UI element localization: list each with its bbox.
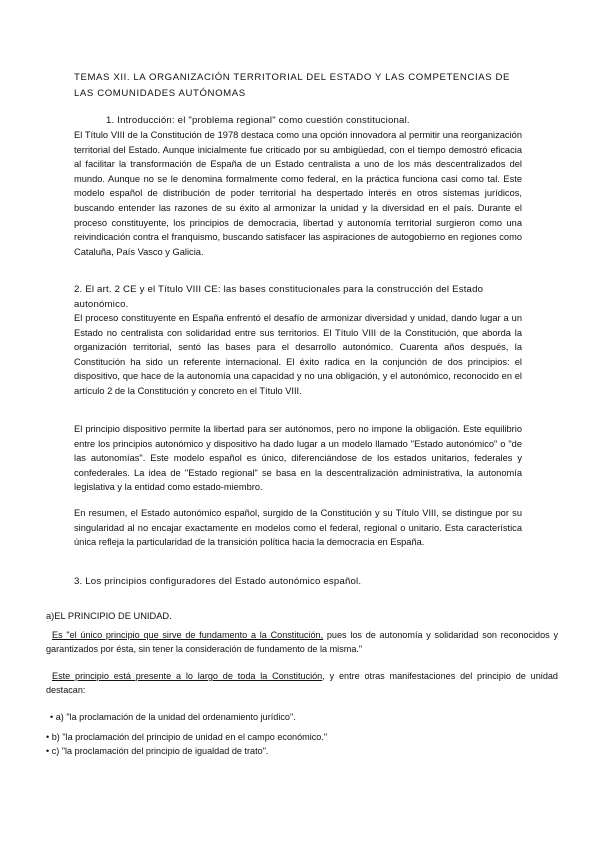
section-a-paragraph-1 [46, 628, 558, 656]
section-a-paragraph-2-rest: , y entre otras manifestaciones del principio de unidad destacan: [46, 671, 558, 695]
section-a-paragraph-2-underlined: Este principio está presente a lo largo de toda la Constitución [52, 671, 323, 681]
section-2-heading: 2. El art. 2 CE y el Título VIII CE: las bases constitucionales para la construcción del Estado autonómico. [74, 284, 484, 310]
bullet-item: • c) "la proclamación del principio de igualdad de trato". [46, 746, 269, 756]
document-title: TEMAS XII. LA ORGANIZACIÓN TERRITORIAL DEL ESTADO Y LAS COMPETENCIAS DE LAS COMUNIDADES AUTÓNOMAS [74, 72, 511, 99]
section-2-paragraph-3: En resumen, el Estado autonómico español, surgido de la Constitución y su Título VIII, se distingue por su singularidad al no encajar exactamente en modelos como el federal, regional o unitario. Esta característica única refleja la particularidad de la transición política hacia la democracia en España. [74, 508, 522, 548]
section-a-heading: a)EL PRINCIPIO DE UNIDAD. [46, 611, 172, 621]
section-1-body: El Título VIII de la Constitución de 1978 destaca como una opción innovadora al permitir una reorganización territorial del Estado. Aunque inicialmente fue criticado por su ambigüedad, con el tiempo demostró eficacia al facilitar la transformación de España de un Estado centralista a uno de los más descentralizados del mundo. Aunque no se le denomina formalmente como federal, en la práctica funciona casi como tal. Este modelo español de distribución de poder territorial ha despertado interés en otros sistemas jurídicos, buscando entender las razones de su éxito al armonizar la unidad y la diversidad en el país. Durante el proceso constituyente, los principios de democracia, libertad y autonomía territorial surgieron como una reivindicación contra el franquismo, buscando satisfacer las aspiraciones de autogobierno en regiones como Cataluña, País Vasco y Galicia. [74, 130, 522, 257]
section-1-heading: 1. Introducción: el "problema regional" como cuestión constitucional. [106, 115, 410, 126]
section-3-heading: 3. Los principios configuradores del Estado autonómico español. [74, 576, 362, 587]
section-2-paragraph-2: El principio dispositivo permite la libertad para ser autónomos, pero no impone la obligación. Este equilibrio entre los principios autonómico y dispositivo ha dado lugar a un modelo llamado "Estado autonómico" o "de las autonomías". Este modelo español es único, diferenciándose de los estados unitarios, federales y confederales. La idea de "Estado regional" se basa en la descentralización administrativa, la autonomía legislativa y la entidad como estado-miembro. [74, 424, 522, 493]
section-a-paragraph-2 [46, 669, 558, 697]
section-a-paragraph-1-underlined: Es "el único principio que sirve de fundamento a la Constitución, [52, 630, 324, 640]
section-2-paragraph-1: El proceso constituyente en España enfrentó el desafío de armonizar diversidad y unidad, dando lugar a un Estado no centralista con solidaridad entre sus territorios. El Título VIII de la Constitución, que aborda la organización territorial, sentó las bases para el desarrollo autonómico. Cuarenta años después, la Constitución ha sido un referente internacional. El éxito radica en la conjunción de dos principios: el dispositivo, que hace de la autonomía una capacidad y no una obligación, y el autonómico, reconocido en el artículo 2 de la Constitución y concreto en el Título VIII. [74, 313, 522, 396]
bullet-item: • b) "la proclamación del principio de unidad en el campo económico." [46, 732, 328, 742]
bullet-item: • a) "la proclamación de la unidad del ordenamiento jurídico". [50, 712, 296, 722]
section-a-paragraph-1-rest: pues los de autonomía y solidaridad son reconocidos y garantizados por ésta, sin tener la consideración de fundamento de la misma." [46, 630, 558, 654]
